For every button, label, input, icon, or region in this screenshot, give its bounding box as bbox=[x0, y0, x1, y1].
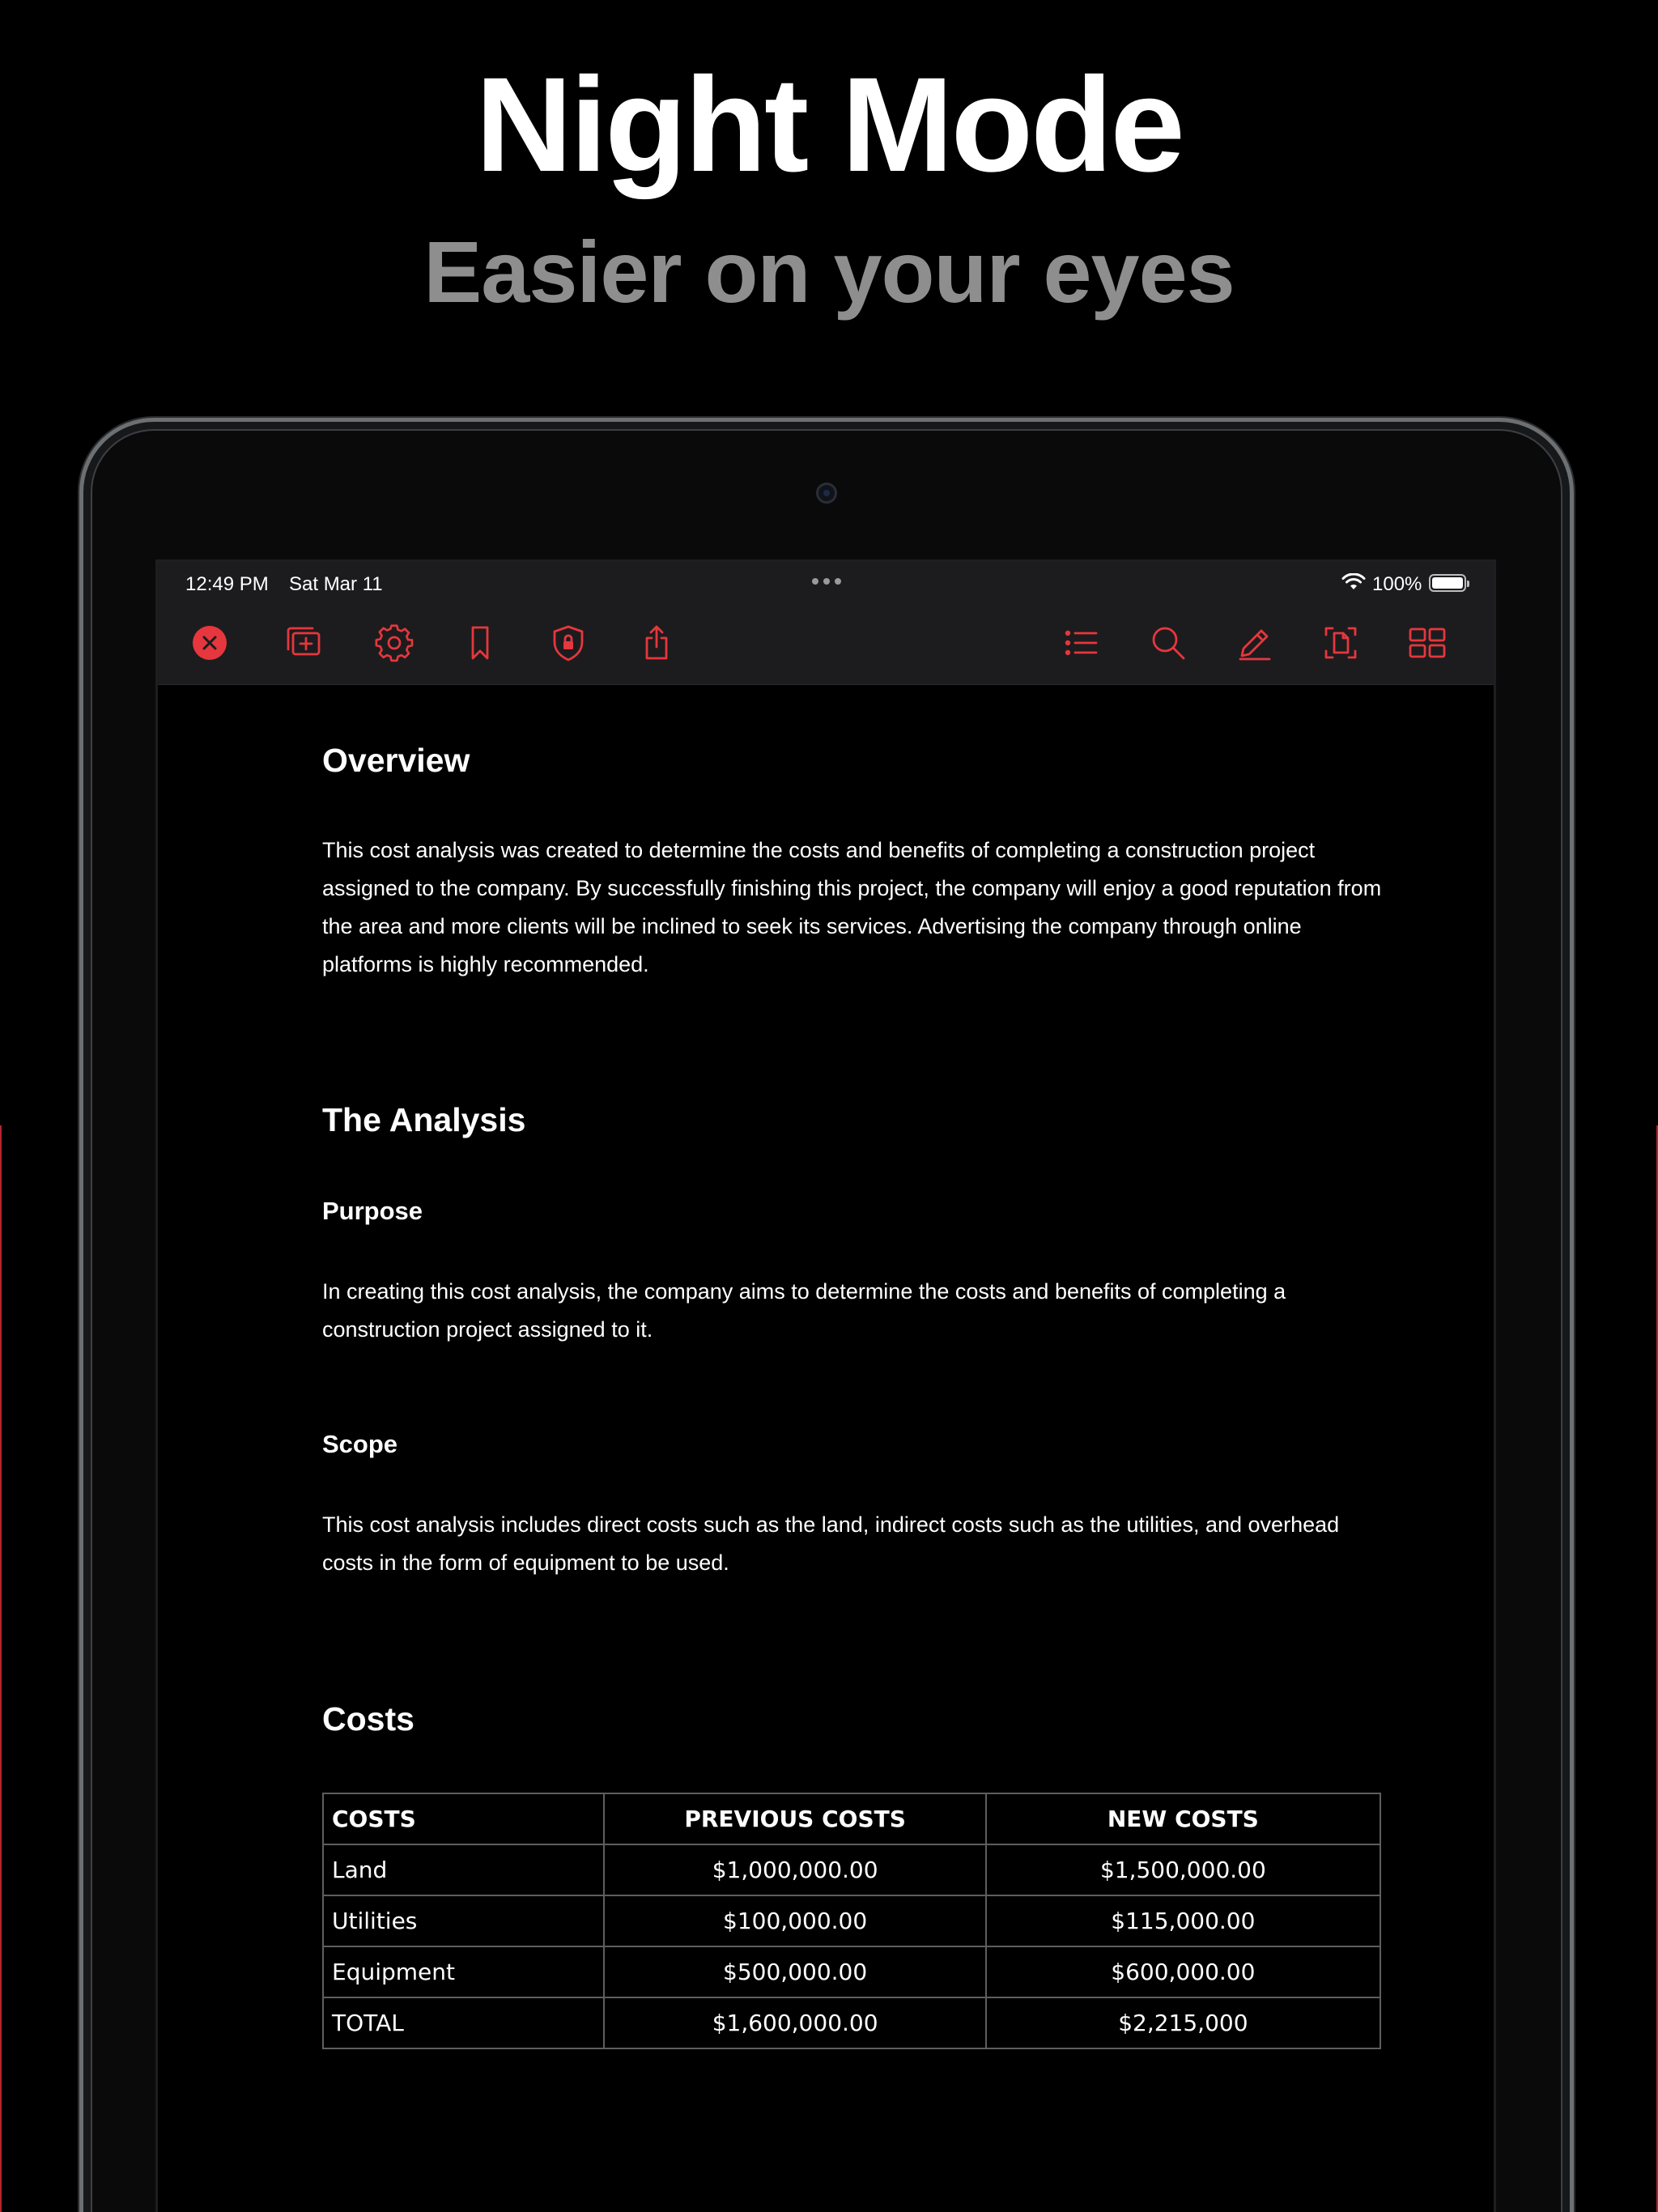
thumbnails-button[interactable] bbox=[1405, 620, 1450, 666]
hero-title: Night Mode bbox=[475, 50, 1183, 200]
shield-lock-icon bbox=[547, 622, 589, 664]
top-bar bbox=[158, 562, 1494, 685]
pencil-icon bbox=[1234, 622, 1276, 664]
overview-paragraph: This cost analysis was created to determine the costs and benefits of completing a construction project assigned to the company. By successfully finishing this project, the company will enjoy a good reputation from the area and more clients will be inclined to seek its services. Advertising the company through online platforms is highly recommended. bbox=[322, 838, 1382, 976]
costs-heading: Costs bbox=[322, 1700, 414, 1738]
search-icon bbox=[1147, 622, 1189, 664]
share-icon bbox=[636, 622, 678, 664]
table-header: PREVIOUS COSTS bbox=[604, 1793, 985, 1844]
table-row bbox=[323, 1844, 1380, 1895]
status-date: Sat Mar 11 bbox=[289, 573, 383, 595]
table-cell: $500,000.00 bbox=[604, 1946, 985, 1997]
list-icon bbox=[1061, 622, 1103, 664]
table-header: NEW COSTS bbox=[986, 1793, 1380, 1844]
share-button[interactable] bbox=[634, 620, 679, 666]
overview-heading: Overview bbox=[322, 742, 470, 779]
scope-paragraph: This cost analysis includes direct costs such as the land, indirect costs such as the utilities, and overhead costs in the form of equipment to be used. bbox=[322, 1512, 1340, 1575]
purpose-heading: Purpose bbox=[322, 1197, 423, 1225]
app-screen bbox=[155, 559, 1496, 2212]
camera-icon bbox=[816, 483, 837, 504]
table-cell: Equipment bbox=[323, 1946, 604, 1997]
table-cell: $115,000.00 bbox=[986, 1895, 1380, 1946]
table-row bbox=[323, 1946, 1380, 1997]
table-header: COSTS bbox=[323, 1793, 604, 1844]
table-cell: Land bbox=[323, 1844, 604, 1895]
bookmark-button[interactable] bbox=[457, 620, 503, 666]
analysis-heading: The Analysis bbox=[322, 1101, 526, 1138]
table-cell: $1,500,000.00 bbox=[986, 1844, 1380, 1895]
add-tab-icon bbox=[283, 622, 325, 664]
costs-table bbox=[322, 1793, 1381, 2049]
table-cell: $1,600,000.00 bbox=[604, 1997, 985, 2048]
scan-button[interactable] bbox=[1318, 620, 1363, 666]
table-cell: Utilities bbox=[323, 1895, 604, 1946]
table-cell: TOTAL bbox=[323, 1997, 604, 2048]
table-cell: $1,000,000.00 bbox=[604, 1844, 985, 1895]
scope-heading: Scope bbox=[322, 1430, 398, 1458]
table-header-row bbox=[323, 1793, 1380, 1844]
close-button[interactable] bbox=[187, 620, 232, 666]
bookmark-icon bbox=[459, 622, 501, 664]
search-button[interactable] bbox=[1146, 620, 1191, 666]
close-icon bbox=[189, 622, 231, 664]
add-tab-button[interactable] bbox=[281, 620, 326, 666]
hero-subtitle: Easier on your eyes bbox=[423, 223, 1235, 321]
annotate-button[interactable] bbox=[1232, 620, 1278, 666]
battery-icon bbox=[1429, 574, 1466, 592]
security-button[interactable] bbox=[546, 620, 591, 666]
table-cell: $600,000.00 bbox=[986, 1946, 1380, 1997]
gear-icon bbox=[373, 622, 415, 664]
table-row bbox=[323, 1997, 1380, 2048]
battery-percent: 100% bbox=[1372, 573, 1422, 595]
left-edge-accent bbox=[0, 1125, 2, 2212]
table-cell: $100,000.00 bbox=[604, 1895, 985, 1946]
status-bar bbox=[158, 562, 1494, 601]
table-cell: $2,215,000 bbox=[986, 1997, 1380, 2048]
wifi-icon bbox=[1341, 573, 1366, 591]
multitasking-dots-icon[interactable] bbox=[812, 578, 841, 585]
grid-icon bbox=[1406, 622, 1448, 664]
scan-document-icon bbox=[1320, 622, 1362, 664]
table-row bbox=[323, 1895, 1380, 1946]
status-time: 12:49 PM bbox=[185, 573, 269, 595]
purpose-paragraph: In creating this cost analysis, the company aims to determine the costs and benefits of completing a construction project assigned to it. bbox=[322, 1279, 1286, 1342]
settings-button[interactable] bbox=[372, 620, 417, 666]
contents-button[interactable] bbox=[1059, 620, 1104, 666]
